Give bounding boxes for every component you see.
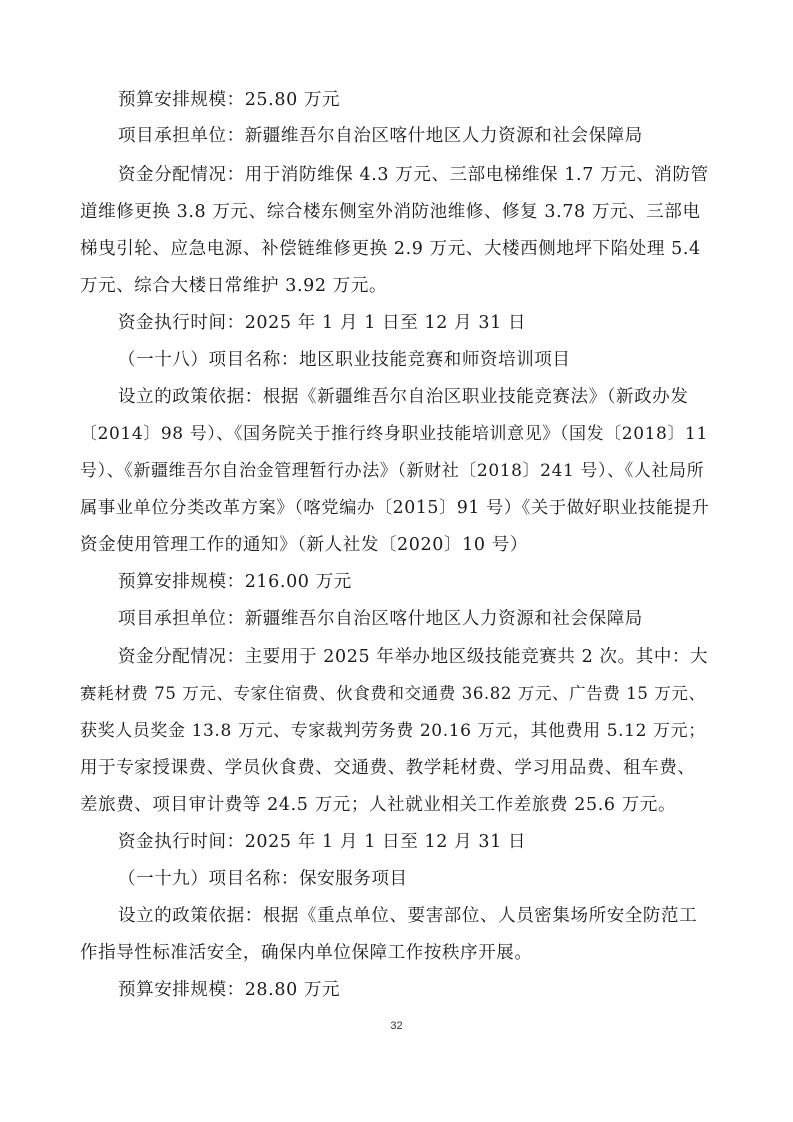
undertaking-unit-line: 项目承担单位：新疆维吾尔自治区喀什地区人力资源和社会保障局 — [118, 609, 643, 629]
budget-scale-line: 预算安排规模：25.80 万元 — [118, 90, 341, 110]
fund-allocation-line: 梯曳引轮、应急电源、补偿链维修更换 2.9 万元、大楼西侧地坪下陷处理 5.4 — [80, 239, 701, 259]
project-name-heading: （一十八）项目名称：地区职业技能竞赛和师资培训项目 — [118, 350, 571, 370]
execution-time-line: 资金执行时间：2025 年 1 月 1 日至 12 月 31 日 — [118, 832, 527, 852]
policy-basis-line: 设立的政策依据：根据《新疆维吾尔自治区职业技能竞赛法》（新政办发 — [118, 387, 689, 407]
budget-scale-line: 预算安排规模：28.80 万元 — [118, 980, 341, 1000]
fund-allocation-line: 资金分配情况：用于消防维保 4.3 万元、三部电梯维保 1.7 万元、消防管 — [118, 165, 709, 185]
fund-allocation-line: 赛耗材费 75 万元、专家住宿费、伙食费和交通费 36.82 万元、广告费 15 万元、 — [80, 684, 706, 703]
fund-allocation-line: 用于专家授课费、学员伙食费、交通费、教学耗材费、学习用品费、租车费、 — [80, 758, 696, 778]
policy-basis-line: 资金使用管理工作的通知》（新人社发〔2020〕10 号） — [80, 535, 528, 555]
execution-time-line: 资金执行时间：2025 年 1 月 1 日至 12 月 31 日 — [118, 313, 527, 333]
policy-basis-line: 作指导性标准活安全，确保内单位保障工作按秩序开展。 — [80, 943, 533, 963]
budget-scale-line: 预算安排规模：216.00 万元 — [118, 572, 352, 592]
policy-basis-line: 设立的政策依据：根据《重点单位、要害部位、人员密集场所安全防范工 — [118, 906, 698, 926]
fund-allocation-line: 获奖人员奖金 13.8 万元、专家裁判劳务费 20.16 万元，其他费用 5.12 万元； — [80, 721, 706, 741]
fund-allocation-line: 差旅费、项目审计费等 24.5 万元；人社就业相关工作差旅费 25.6 万元。 — [80, 795, 677, 815]
page-number: 32 — [390, 1020, 403, 1032]
fund-allocation-line: 道维修更换 3.8 万元、综合楼东侧室外消防池维修、修复 3.78 万元、三部电 — [80, 202, 701, 222]
fund-allocation-line: 万元、综合大楼日常维护 3.92 万元。 — [80, 276, 388, 296]
policy-basis-line: 号）、《新疆维吾尔自治金管理暂行办法》（新财社〔2018〕241 号）、《人社局所 — [80, 461, 705, 481]
policy-basis-line: 〔2014〕98 号）、《国务院关于推行终身职业技能培训意见》（国发〔2018〕11 — [80, 424, 708, 444]
policy-basis-line: 属事业单位分类改革方案》（喀党编办〔2015〕91 号）《关于做好职业技能提升 — [80, 498, 710, 518]
project-name-heading: （一十九）项目名称：保安服务项目 — [118, 869, 408, 889]
fund-allocation-line: 资金分配情况：主要用于 2025 年举办地区级技能竞赛共 2 次。其中：大 — [118, 647, 709, 667]
undertaking-unit-line: 项目承担单位：新疆维吾尔自治区喀什地区人力资源和社会保障局 — [118, 126, 643, 146]
